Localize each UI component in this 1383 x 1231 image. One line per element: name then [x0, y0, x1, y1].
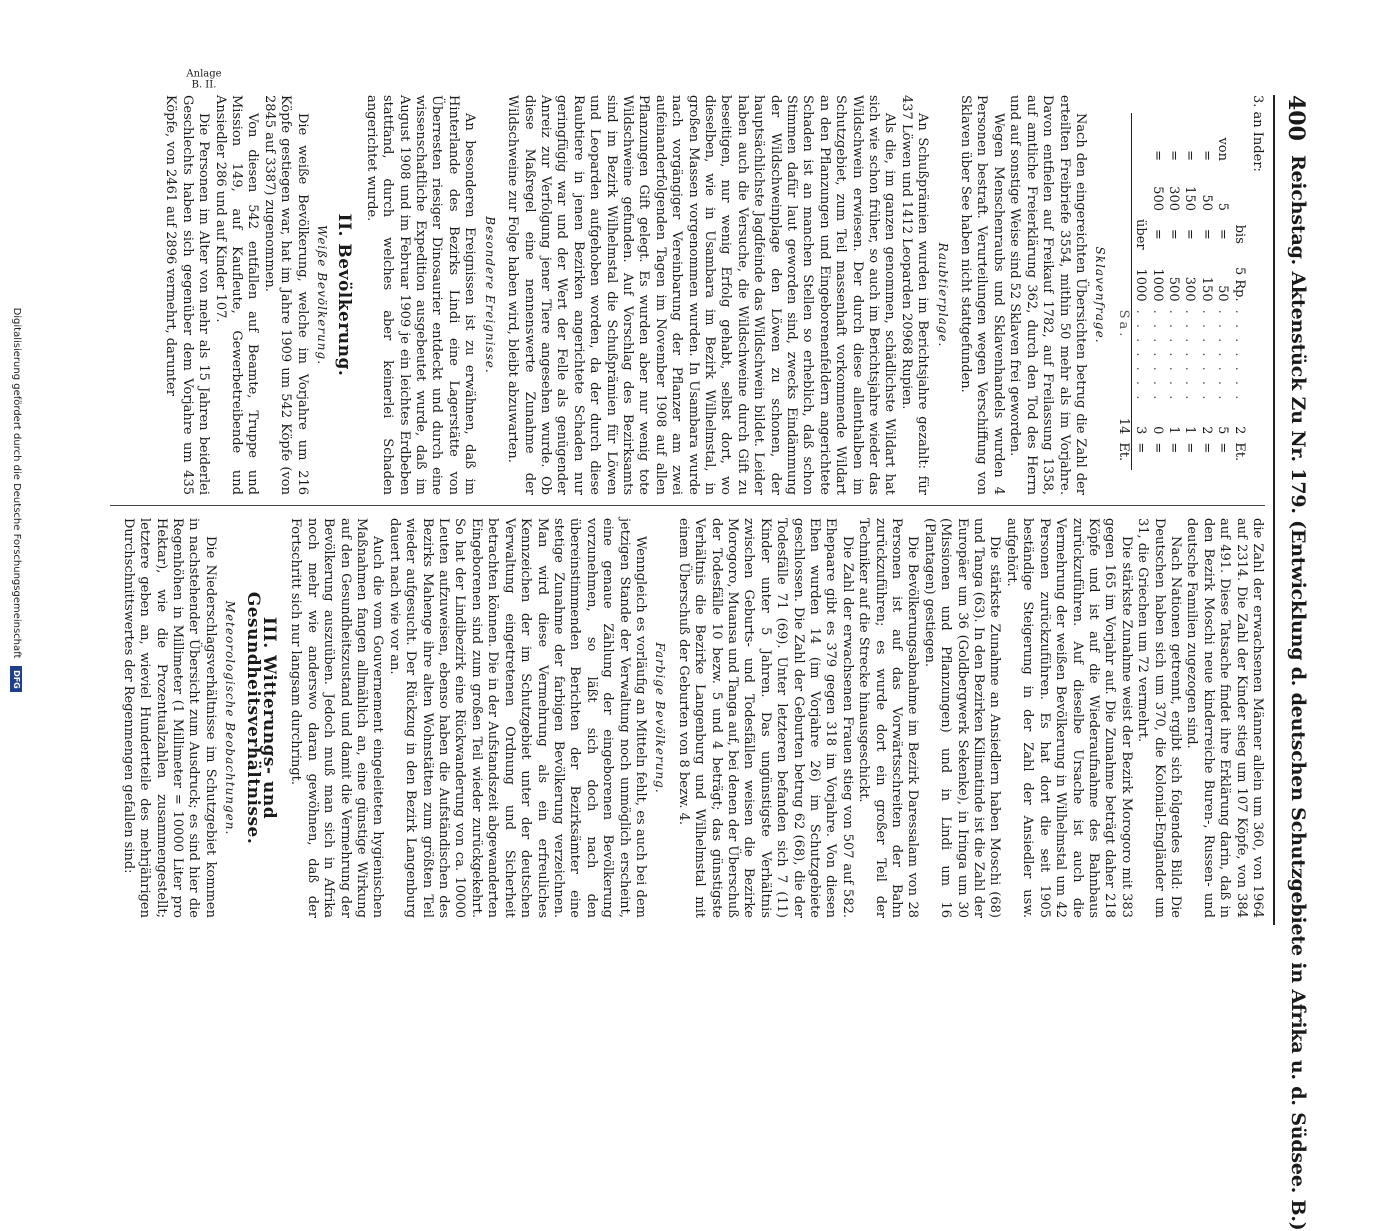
table-cell: = — [1182, 442, 1198, 454]
paragraph: Die stärkste Zunahme an Ansiedlern haben Moschi (68) und Tanga (63). In den Bezirken Kilimatinde ist die Zahl der Europäer um 36 (Goldbergwerk Sekenke), in Iringa um 30 (Missionen und Pflanzungen) und in Lindi um 16 (Plantagen) gestiegen. — [921, 518, 1003, 918]
table-row — [1148, 113, 1164, 470]
margin-note-line: Anlage — [186, 68, 222, 80]
leader-dots: . . . . . . . — [1165, 309, 1181, 403]
margin-note-line: B. II. — [191, 79, 217, 91]
paragraph: Von diesen 542 entfallen auf Beamte, Truppe und Mission 149, auf Kaufleute, Gewerbetreibende und Ansiedler 286 und auf Kinder 107. — [212, 95, 261, 495]
table-cell: 2 — [1198, 426, 1214, 435]
table-cell: Et. — [1231, 442, 1247, 462]
paragraph: Die Personen im Alter von mehr als 15 Jahren beiderlei Geschlechts haben sich gegenüber dem Vorjahre um 435 Köpfe, von 2461 auf 2896 vermehrt, darunter — [163, 95, 212, 495]
subhead-meteorologische-beobachtungen: Meteorologische Beobachtungen. — [223, 600, 238, 836]
table-cell: = — [1182, 150, 1198, 161]
table-cell: bis — [1231, 224, 1247, 244]
table-cell: 500 — [1149, 186, 1165, 211]
column-divider — [110, 505, 1265, 506]
leader-dots: . . . . . . . — [1198, 309, 1214, 403]
dfg-logo: DFG — [11, 666, 23, 692]
table-cell: 5 Rp. — [1231, 266, 1247, 302]
table-cell: = — [1149, 150, 1165, 161]
paragraph: Die weiße Bevölkerung, welche im Vorjahre um 216 Köpfe gestiegen war, hat im Jahre 1909 um 542 Köpfe (von 2845 auf 3387) zugenommen. — [261, 95, 310, 495]
paragraph: Als die, im ganzen genommen, schädlichste Wildart hat sich wie schon früher, so auch im Berichtsjahre wieder das Wildschwein erwiesen. Der durch diese allenthalben im Schutzgebiet, zum Teil massenhaft vorkommende Wildart an den Pflanzungen und Eingeborenenfeldern angerichtete Schaden ist an manchen Stellen so erheblich, daß schon Stimmen dafür laut geworden sind, zwecks Eindämmung der Wildschweinplage den Löwen zu schonen, der hauptsächlichste Jagdfeinde das Wildschwein bildet. Leider haben auch die Versuche, die Wildschweine durch Gift zu beseitigen, nur wenig Erfolg gehabt, selbst dort, wo dieselben, wie in Usambara im Bezirk Wilhelmstal, in großen Massen vorgenommen wurden. In Usambara wurde nach vorgängiger Vereinbarung der Pflanzer am zwei aufeinanderfolgenden Tagen im November 1908 auf allen Pflanzungen Gift gelegt. Es wurden aber nur wenig tote Wildschweine gefunden. Auf Vorschlag des Bezirksamts sind im Bezirk Wilhelmstal die Schußprämien für Löwen und Leoparden aufgehoben worden, da der durch diese Raubtiere in jenen Bezirken angerichtete Schaden nur geringfügig war und der Wert der Felle als genügender Anreiz zur Verfolgung jener Tiere angesehen wurde. Ob diese Maßregel eine nennenswerte Zunahme der Wildschweine zur Folge haben wird, bleibt abzuwarten. — [505, 95, 898, 495]
table-cell: 1000 — [1133, 268, 1149, 302]
table-cell: 2 — [1231, 426, 1247, 435]
table-cell: = — [1215, 228, 1231, 240]
page-header — [1275, 95, 1309, 1231]
table-cell: 500 — [1165, 276, 1181, 302]
table-cell: von — [1215, 137, 1231, 161]
table-cell: = — [1133, 442, 1149, 454]
subhead-besondere-ereignisse: Besondere Ereignisse. — [482, 216, 497, 374]
table-cell: = — [1165, 150, 1181, 161]
subhead-farbige-bevoelkerung: Farbige Bevölkerung. — [653, 642, 668, 794]
section-heading-witterung: III. Witterungs- und Gesundheitsverhältnisse. — [242, 591, 280, 845]
paragraph: Die Bevölkerungsabnahme im Bezirk Daressalam von 28 Personen ist auf das Vorwärtsschreiten der Bahn zurückzuführen; es wurde dort ein großer Teil der Techniker auf die Strecke hinausgeschickt. — [856, 518, 921, 918]
paragraph: An Schußprämien wurden im Berichtsjahre gezahlt: für 437 Löwen und 1412 Leoparden 20968 Rupien. — [898, 95, 931, 495]
table-cell: 5 — [1215, 426, 1231, 435]
paragraph: Auch die vom Gouvernement eingeleiteten hygienischen Maßnahmen fangen allmählich an, eine günstige Wirkung auf den Gesundheitszustand und damit die Vermehrung der Bevölkerung auszuüben. Jedoch muß man sich in Afrika noch mehr wie anderswo daran gewöhnen, daß der Fortschritt sich nur langsam durchringt. — [288, 518, 386, 918]
paragraph: Die Niederschlagsverhältnisse im Schutzgebiet kommen in nachstehender Übersicht zum Ausdruck; es sind hier die Regenhöhen in Millimeter (1 Millimeter = 10000 Liter pro Hektar), wie die Prozentualzahlen zusammengestellt; letztere geben an, wieviel Hundertteile des mehrjährigen Durchschnittswertes der Regenmengen gefallen sind: — [120, 518, 218, 918]
table-cell — [1114, 113, 1131, 165]
credit-text: Digitalisierung gefördert durch die Deutsche Forschungsgemeinschaft — [11, 307, 22, 659]
paragraph: Nach den eingereichten Übersichten betrug die Zahl der erteilten Freibriefe 3554, mithin 50 mehr als im Vorjahre. Davon entfielen auf Freikauf 1782, auf Freilassung 1358, auf amtliche Freierklärung 362, durch den Tod des Herrn und auf sonstige Weise sind 52 Sklaven frei geworden. — [1007, 95, 1088, 495]
table-row — [1131, 113, 1148, 470]
paragraph: Nach Nationen getrennt, ergibt sich folgendes Bild: Die Deutschen haben sich um 370, die Kolonial-Engländer um 31, die Griechen um 72 vermehrt. — [1135, 518, 1183, 918]
table-cell — [1114, 215, 1131, 254]
table-cell: 1 — [1182, 426, 1198, 435]
paragraph: Die stärkste Zunahme weist der Bezirk Morogoro mit 383 gegen 165 im Vorjahr auf. Die Zunahme beträgt daher 218 Köpfe und ist auf die Wiederaufnahme des Bahnbaus zurückzuführen. Auf dieselbe Ursache ist auch die Vermehrung der weißen Bevölkerung in Wilhelmstal um 42 Personen zurückzuführen. Es hat dort die seit 1905 beständige Steigerung in der Zahl der Ansiedler usw. aufgehört. — [1003, 518, 1134, 918]
table-cell: = — [1182, 228, 1198, 240]
table-row — [1165, 113, 1181, 470]
paragraph: An besonderen Ereignissen ist zu erwähnen, daß im Hinterlande des Bezirks Lindi eine Lagerstätte von Überresten riesiger Dinosaurier entdeckt und durch eine wissenschaftliche Expedition ausgebeutet wurde, daß im August 1908 und im Februar 1909 je ein leichtes Erdbeben stattfand, durch welches aber keinerlei Schaden angerichtet wurde. — [363, 95, 478, 495]
table-cell: = — [1198, 442, 1214, 454]
table-cell: 1000 — [1149, 268, 1165, 302]
table-row-total — [1114, 113, 1131, 470]
paragraph: Wenngleich es vorläufig an Mitteln fehlt, es auch bei dem jetzigen Stande der Verwaltung noch unmöglich erscheint, eine genaue Zählung der eingeborenen Bevölkerung vorzunehmen, so läßt sich doch nach den übereinstimmenden Berichten der Bezirksämter eine stetige Zunahme der farbigen Bevölkerung verzeichnen. Man wird diese Vermehrung als ein erfreuliches Kennzeichen der im Schutzgebiet unter der deutschen Verwaltung eingetretenen Ordnung und Sicherheit betrachten können. Die in der Aufstandszeit abgewanderten Eingeborenen sind zum großen Teil wieder zurückgekehrt. So hat der Lindibezirk eine Rückwanderung von ca. 10000 Leuten aufzuweisen, ebenso haben die Aufständischen des Bezirks Mahenge ihre alten Wohnstätten zum größten Teil wieder aufgesucht. Der Rückzug in den Bezirk Langenburg dauert nach wie vor an. — [386, 518, 648, 918]
table-cell: 150 — [1198, 276, 1214, 302]
subhead-weisse-bevoelkerung: Weiße Bevölkerung. — [315, 224, 330, 366]
table-cell: 50 — [1215, 285, 1231, 302]
subhead-sklavenfrage: Sklavenfrage. — [1093, 246, 1108, 344]
paragraph: die Zahl der erwachsenen Männer allein um 360, von 1964 auf 2314. Die Zahl der Kinder stieg um 107 Köpfe, von 384 auf 491. Diese Tatsache findet ihre Erklärung darin, daß in den Bezirk Moschi neue kinderreiche Buren-, Russen- und deutsche Familien zugezogen sind. — [1184, 518, 1265, 918]
paragraph: Die Zahl der erwachsenen Frauen stieg von 507 auf 582. Ehepaare gibt es 379 gegen 318 im Vorjahre. Von diesen Ehen wurden 14 (im Vorjahre 26) im Schutzgebiete geschlossen. Die Zahl der Geburten betrug 62 (68), die der Todesfälle 71 (69). Unter letzteren befanden sich 7 (11) Kinder unter 5 Jahren. Das ungünstigste Verhältnis zwischen Geburts- und Todesfällen weisen die Bezirke Morogoro, Muansa und Tanga auf, bei denen der Überschuß der Todesfälle 10 bezw. 5 und 4 beträgt; das günstigste Verhältnis die Bezirke Langenburg und Wilhelmstal mit einem Überschuß der Geburten von 8 bezw. 4. — [675, 518, 855, 918]
leader-dots: . . . . . . . — [1182, 309, 1198, 403]
table-cell: = — [1198, 228, 1214, 240]
leader-dots: . . . . . . . — [1149, 309, 1165, 403]
table-cell: = — [1149, 442, 1165, 454]
table-cell: 0 — [1149, 426, 1165, 435]
leader-dots: . . . . . . . — [1215, 309, 1231, 403]
table-cell: = — [1198, 150, 1214, 161]
table-row — [1214, 113, 1230, 470]
table-cell: = — [1165, 442, 1181, 454]
table-row — [1197, 113, 1213, 470]
table-cell: = — [1165, 228, 1181, 240]
table-cell: 1 — [1165, 426, 1181, 435]
header-rule — [1273, 95, 1275, 925]
table-cell: 300 — [1165, 186, 1181, 211]
table-cell: 50 — [1198, 194, 1214, 211]
section-heading-bevoelkerung: II. Bevölkerung. — [334, 213, 355, 377]
table-cell: 300 — [1182, 276, 1198, 302]
margin-note — [186, 69, 221, 91]
leader-dots: . . . . . . . — [1133, 309, 1149, 403]
total-unit: Et. — [1114, 438, 1131, 470]
table-cell — [1114, 254, 1131, 306]
table-cell — [1114, 165, 1131, 215]
right-column — [119, 518, 1265, 918]
table-cell: = — [1149, 228, 1165, 240]
running-title: Reichstag. Aktenstück Zu Nr. 179. (Entwicklung d. deutschen Schutzgebiete in Afrika u. d. Südsee. B.) — [1287, 154, 1309, 1231]
table-row — [1230, 113, 1246, 470]
table-row — [1181, 113, 1197, 470]
table-cell — [1131, 113, 1148, 165]
total-label: Sa. — [1114, 306, 1131, 407]
table-cell: über — [1133, 219, 1149, 250]
total-count: 14 — [1114, 406, 1131, 438]
table-cell — [1131, 165, 1148, 215]
table-cell: 150 — [1182, 186, 1198, 211]
leader-dots: . . . . . . . — [1231, 309, 1247, 403]
stats-table — [1114, 113, 1246, 470]
table-cell: 3 — [1133, 426, 1149, 435]
left-column — [162, 95, 1265, 495]
digitization-credit — [0, 0, 33, 1000]
stats-intro: 3. an Inder: — [1250, 95, 1265, 172]
paragraph: Wegen Menschenraubs und Sklavenhandels wurden 4 Personen bestraft. Verurteilungen wegen Verschiffung von Sklaven über See haben nicht stattgefunden. — [958, 95, 1006, 495]
table-cell — [1230, 113, 1246, 165]
page-number: 400 — [1283, 95, 1309, 141]
table-cell: 5 — [1215, 202, 1231, 211]
subhead-raubtierplage: Raubtierplage. — [935, 242, 950, 348]
table-cell — [1230, 165, 1246, 215]
table-cell: = — [1215, 442, 1231, 454]
